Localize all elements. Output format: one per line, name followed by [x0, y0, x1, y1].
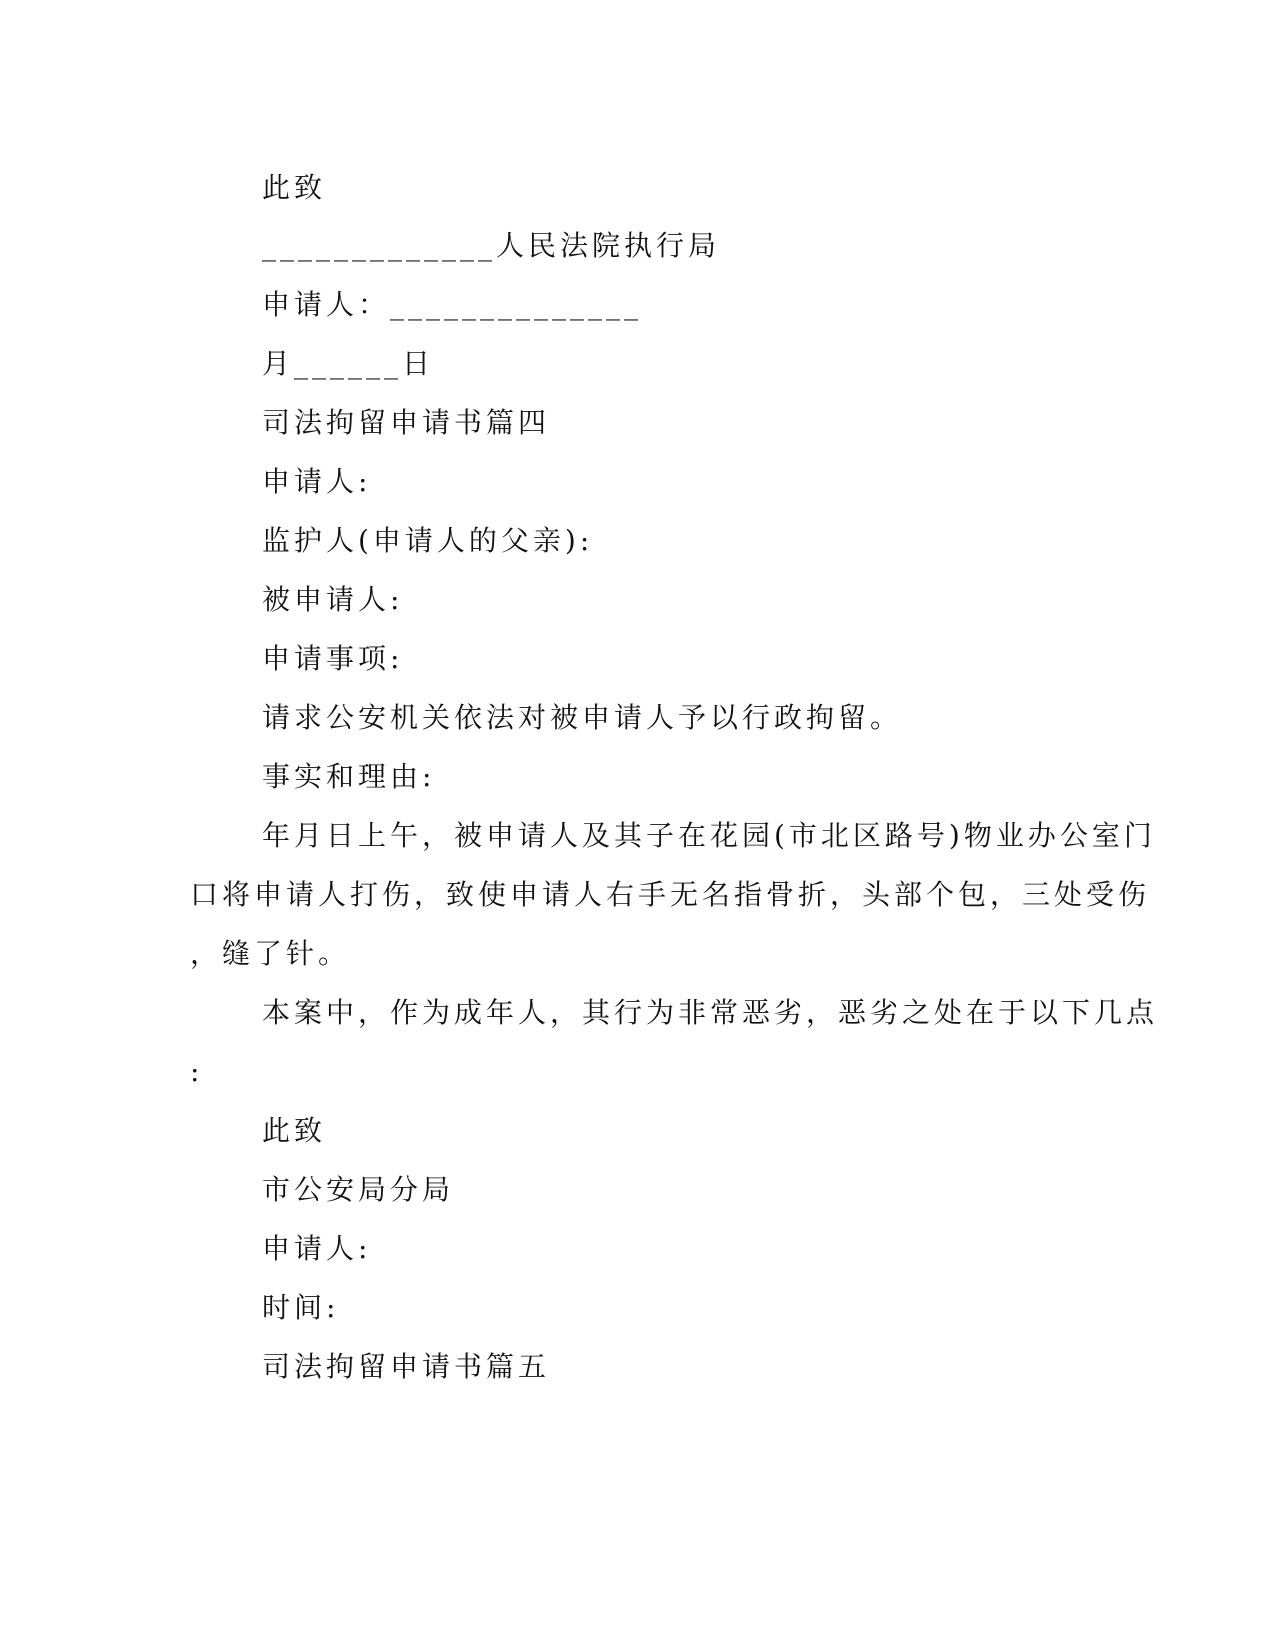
case-paragraph-line-2: : [190, 1055, 204, 1088]
recipient-police: 市公安局分局 [262, 1173, 455, 1206]
guardian-label: 监护人(申请人的父亲): [262, 524, 594, 557]
recipient-court: _____________人民法院执行局 [262, 229, 721, 262]
closing-salutation: 此致 [262, 171, 327, 204]
request-items-label: 申请事项: [262, 642, 404, 675]
section-heading-5: 司法拘留申请书篇五 [262, 1350, 551, 1383]
facts-paragraph-line-1: 年月日上午，被申请人及其子在花园(市北区路号)物业办公室门 [262, 819, 1156, 852]
facts-paragraph-line-3: ，缝了针。 [190, 937, 351, 970]
request-content: 请求公安机关依法对被申请人予以行政拘留。 [262, 701, 903, 734]
case-paragraph-line-1: 本案中，作为成年人，其行为非常恶劣，恶劣之处在于以下几点 [262, 996, 1159, 1029]
closing-salutation-2: 此致 [262, 1114, 327, 1147]
respondent-label: 被申请人: [262, 583, 404, 616]
facts-paragraph-line-2: 口将申请人打伤，致使申请人右手无名指骨折，头部个包，三处受伤 [190, 878, 1151, 911]
applicant-label: 申请人: [262, 465, 372, 498]
applicant-signature-label: 申请人: [262, 1232, 372, 1265]
date-line: 月______日 [262, 347, 435, 380]
facts-reasons-label: 事实和理由: [262, 760, 436, 793]
applicant-signature-line: 申请人：______________ [262, 288, 643, 321]
section-heading-4: 司法拘留申请书篇四 [262, 406, 551, 439]
time-label: 时间: [262, 1291, 340, 1324]
